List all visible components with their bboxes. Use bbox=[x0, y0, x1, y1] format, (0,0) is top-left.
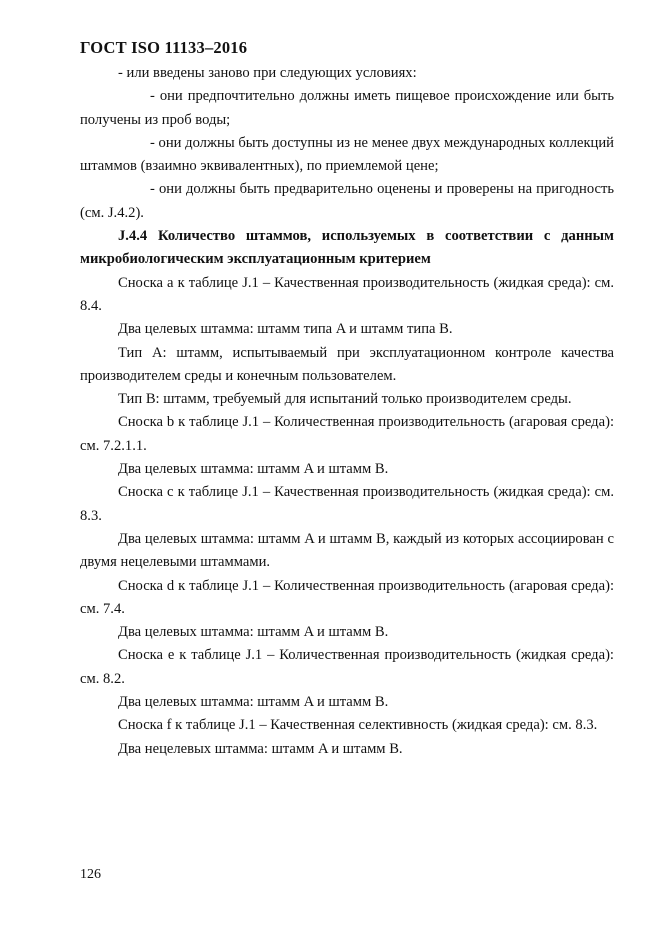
paragraph: Сноска b к таблице J.1 – Количественная производительность (агаровая среда): см. 7.2.1.1. bbox=[80, 414, 614, 454]
paragraph: Сноска d к таблице J.1 – Количественная производительность (агаровая среда): см. 7.4. bbox=[80, 577, 614, 617]
list-intro: - или введены заново при следующих условиях: bbox=[118, 65, 417, 81]
list-item: - они должны быть предварительно оценены и проверены на пригодность (см. J.4.2). bbox=[80, 181, 614, 221]
section-heading: J.4.4 Количество штаммов, используемых в соответствии с данным микробиологическим эксплуатационным критерием bbox=[80, 228, 614, 268]
paragraph: Два целевых штамма: штамм A и штамм B, каждый из которых ассоциирован с двумя нецелевыми штаммами. bbox=[80, 530, 614, 571]
paragraph: Тип B: штамм, требуемый для испытаний только производителем среды. bbox=[118, 391, 572, 408]
paragraph: Два целевых штамма: штамм A и штамм B. bbox=[118, 624, 389, 641]
paragraph: Сноска a к таблице J.1 – Качественная производительность (жидкая среда): см. 8.4. bbox=[80, 274, 614, 314]
paragraph: Сноска e к таблице J.1 – Количественная производительность (жидкая среда): см. 8.2. bbox=[80, 647, 614, 687]
page-number: 126 bbox=[80, 867, 101, 882]
paragraph: Два целевых штамма: штамм типа A и штамм типа B. bbox=[118, 321, 453, 338]
standard-header: ГОСТ ISO 11133–2016 bbox=[80, 38, 248, 57]
paragraph: Два нецелевых штамма: штамм A и штамм B. bbox=[118, 740, 403, 757]
paragraph: Сноска f к таблице J.1 – Качественная селективность (жидкая среда): см. 8.3. bbox=[118, 717, 598, 734]
paragraph: Тип A: штамм, испытываемый при эксплуатационном контроле качества производителем среды и конечным пользователем. bbox=[80, 344, 614, 384]
list-item: - они должны быть доступны из не менее двух международных коллекций штаммов (взаимно эквивалентных), по приемлемой цене; bbox=[80, 134, 614, 175]
paragraph: Два целевых штамма: штамм A и штамм B. bbox=[118, 694, 389, 711]
paragraph: Сноска c к таблице J.1 – Качественная производительность (жидкая среда): см. 8.3. bbox=[80, 484, 614, 524]
body-text bbox=[80, 62, 614, 761]
paragraph: Два целевых штамма: штамм A и штамм B. bbox=[118, 461, 389, 478]
list-item: - они предпочтительно должны иметь пищевое происхождение или быть получены из проб воды; bbox=[80, 88, 614, 128]
